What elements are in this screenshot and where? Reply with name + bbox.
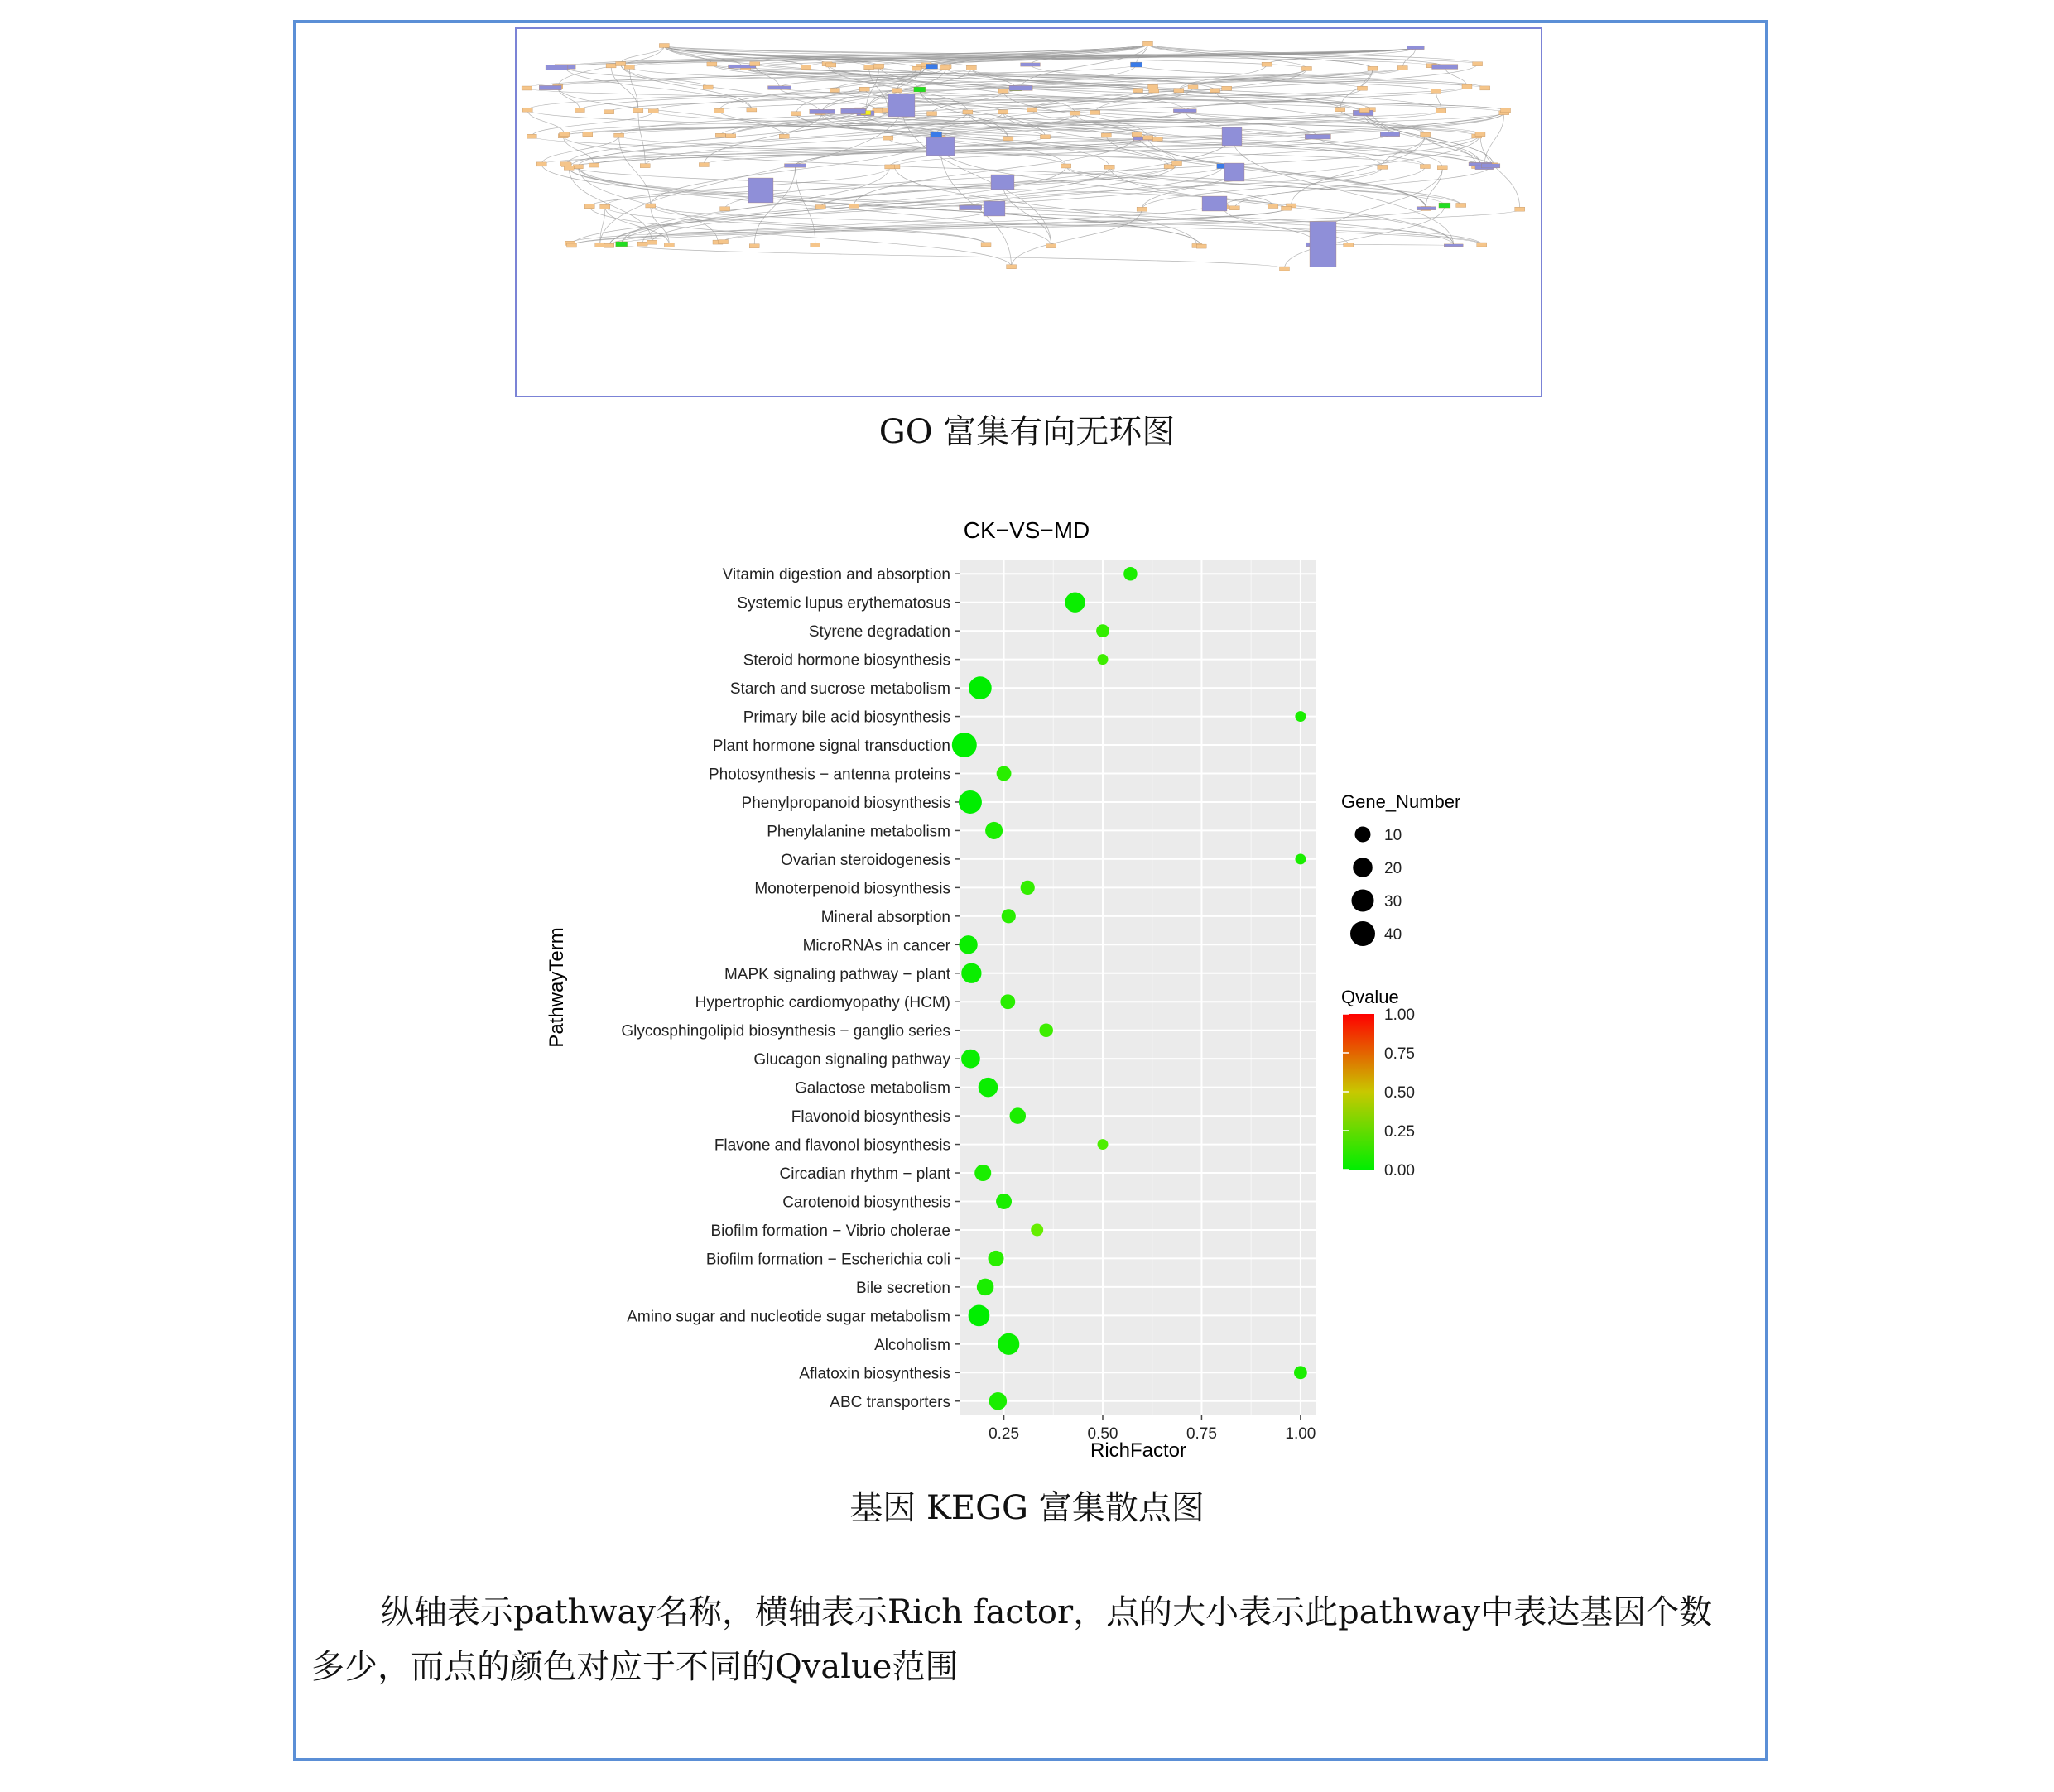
dag-node [1397,66,1407,70]
dag-node [584,204,594,209]
dag-node [1456,203,1466,207]
dag-node [1501,108,1511,113]
dag-edge [1142,134,1480,209]
dag-node [1143,136,1153,140]
dag-edge [611,65,638,110]
y-tick-label: Vitamin digestion and absorption [722,566,950,584]
dag-node [1172,161,1182,166]
dag-node [966,65,976,70]
dag-node [1090,110,1100,114]
data-point [974,1165,991,1181]
y-tick-label: Alcoholism [874,1336,950,1354]
dag-node [981,243,991,247]
dag-node [1149,89,1159,93]
dag-node [624,65,634,69]
dag-node [1222,86,1232,90]
dag-node [714,108,724,113]
y-tick-label: Glucagon signaling pathway [753,1051,950,1069]
dag-node [600,204,610,209]
dag-node [1417,207,1436,210]
data-point [989,1392,1007,1410]
dag-edge [569,168,652,243]
dag-node [749,244,759,248]
dag-node [1009,85,1032,90]
dag-node [564,166,574,170]
dag-node [647,240,657,244]
y-tick-label: MicroRNAs in cancer [802,937,950,955]
dag-edge [1480,134,1520,209]
dag-node [940,65,950,70]
dag-node [1070,111,1080,115]
dag-node [991,175,1014,190]
dag-node [1061,164,1071,168]
dag-node [1515,207,1525,211]
dag-node [560,132,570,137]
size-legend-dot [1355,827,1371,843]
dag-edge [1224,166,1491,207]
dag-node [1310,222,1336,267]
dag-edge [1390,110,1506,134]
dag-node [719,240,729,244]
dag-node [1003,137,1013,141]
dag-node [1133,89,1143,93]
data-point [998,1333,1019,1355]
dag-node [1130,62,1142,67]
dag-node [664,243,674,247]
dag-node [849,204,859,208]
dag-edge [895,166,1197,246]
dag-node [527,134,536,138]
dag-node [859,87,869,91]
dag-edge [1426,135,1480,165]
dag-node [1104,165,1114,169]
dag-node [707,62,717,66]
dag-node [633,108,643,113]
dag-node [536,162,546,166]
dag-node [1421,132,1431,137]
dag-node [604,110,614,114]
dag-node [912,66,921,70]
data-point [1098,1139,1109,1150]
y-tick-label: Ovarian steroidogenesis [781,851,950,869]
dag-node [1229,206,1239,210]
y-tick-label: ABC transporters [830,1393,950,1411]
go-dag-figure [515,27,1542,397]
data-point [1123,567,1138,581]
data-point [1010,1107,1027,1124]
y-tick-label: Mineral absorption [820,908,950,926]
y-tick-label: MAPK signaling pathway − plant [724,965,950,983]
dag-node [1477,243,1487,247]
data-point [1065,593,1085,613]
gene-number-legend [1341,791,1460,946]
dag-node [1344,243,1354,247]
y-tick-label: Systemic lupus erythematosus [737,594,950,613]
dag-node [1437,166,1447,170]
dag-node [715,133,725,137]
dag-node [1439,203,1450,208]
dag-node [637,242,647,246]
dag-node [1174,89,1184,93]
size-legend-label: 30 [1384,893,1402,910]
dag-node [1210,89,1220,93]
colorbar-label: 0.25 [1384,1123,1415,1141]
dag-node [1007,265,1017,269]
dag-node [539,85,561,89]
y-tick-label: Monoterpenoid biosynthesis [754,880,950,898]
dag-node [963,110,973,114]
y-tick-label: Circadian rhythm − plant [779,1165,950,1184]
dag-edge [589,166,1222,207]
dag-edge [1323,244,1454,245]
data-point [969,1304,990,1326]
dag-edge [1402,47,1416,68]
dag-node [1222,127,1242,146]
dag-node [1305,134,1330,139]
dag-node [573,165,583,169]
dag-node [575,108,584,113]
qvalue-legend [1341,987,1415,1179]
dag-edge [563,136,594,165]
dag-node [595,243,605,247]
dag-node [1202,196,1227,211]
dag-node [926,64,938,69]
dag-node [1279,267,1289,271]
dag-node [1173,109,1196,113]
dag-node [648,109,658,113]
dag-node [1152,137,1162,141]
dag-node [1431,89,1441,93]
chart-title: CK−VS−MD [963,517,1090,543]
data-point [969,676,992,699]
dag-node [1196,244,1206,248]
y-tick-label: Galactose metabolism [795,1079,950,1098]
dag-node [892,89,902,93]
dag-node [546,65,568,70]
y-tick-label: Biofilm formation − Vibrio cholerae [710,1222,950,1240]
dag-node [1268,204,1278,209]
data-point [1096,624,1109,637]
dag-node [1137,207,1147,211]
dag-node [791,112,801,116]
dag-node [1359,108,1369,113]
y-tick-label: Bile secretion [855,1279,950,1297]
dag-node [560,162,570,166]
y-tick-label: Flavonoid biosynthesis [791,1108,950,1127]
dag-node [960,205,982,210]
dag-node [616,62,626,66]
data-point [997,766,1012,781]
data-point [1295,853,1306,864]
y-tick-label: Flavone and flavonol biosynthesis [714,1136,950,1155]
data-point [989,1251,1004,1266]
data-point [1098,654,1109,665]
dag-edge [970,167,1383,208]
dag-node [914,87,926,92]
dag-node [616,242,628,247]
x-tick-label: 0.75 [1186,1425,1217,1443]
dag-node [646,204,656,208]
qvalue-legend-title: Qvalue [1341,987,1399,1007]
dag-node [699,163,709,167]
dag-node [1462,84,1472,89]
dag-edge [569,137,1147,168]
dag-node [1101,133,1111,137]
y-tick-label: Carotenoid biosynthesis [782,1194,950,1212]
dag-node [589,163,599,167]
y-tick-label: Plant hormone signal transduction [712,737,950,756]
dag-node [522,108,532,112]
dag-node [1436,108,1446,113]
dag-edge [1484,113,1504,168]
dag-node [614,133,624,137]
x-tick-label: 0.25 [989,1425,1020,1443]
dag-node [926,137,955,156]
dag-node [885,165,895,169]
size-legend-dot [1350,921,1375,946]
dag-node [1282,206,1292,210]
y-tick-label: Amino sugar and nucleotide sugar metabolism [627,1308,950,1326]
dag-edge [1426,167,1442,209]
data-point [985,822,1003,839]
dag-node [1046,244,1056,248]
dag-node [720,207,730,211]
data-point [977,1279,994,1296]
x-tick-label: 1.00 [1285,1425,1316,1443]
dag-node [888,94,915,117]
dag-node [1380,132,1400,136]
dag-edge [1234,166,1425,208]
dag-node [659,44,669,48]
dag-node [927,112,937,116]
dag-node [998,89,1008,93]
colorbar-label: 0.50 [1384,1084,1415,1102]
y-axis-title: PathwayTerm [546,927,568,1048]
dag-node [1148,84,1158,89]
dag-edge [622,244,1285,269]
dag-node [768,86,791,90]
dag-node [1481,164,1499,168]
go-dag-caption: GO 富集有向无环图 [878,413,1176,451]
x-axis-title: RichFactor [1090,1439,1187,1462]
dag-node [841,108,866,113]
y-tick-label: Hypertrophic cardiomyopathy (HCM) [695,994,950,1012]
data-point [1002,909,1016,923]
dag-edge [570,209,1286,243]
dag-node [811,243,820,247]
x-tick-label: 0.50 [1087,1425,1118,1443]
dag-node [779,134,789,138]
y-tick-label: Steroid hormone biosynthesis [743,651,950,670]
y-tick-label: Photosynthesis − antenna proteins [708,766,950,784]
dag-node [606,64,616,68]
dag-node [748,178,773,203]
y-axis-labels [621,566,960,1411]
dag-node [1132,132,1142,137]
data-point [1295,711,1306,722]
data-point [1021,881,1035,895]
dag-node [566,243,576,247]
dag-edge [605,207,670,245]
dag-node [984,201,1005,216]
dag-node [815,205,825,209]
dag-node [1040,135,1050,139]
dag-node [864,65,874,70]
dag-edge [527,110,564,135]
dag-node [1262,62,1272,66]
y-tick-label: Glycosphingolipid biosynthesis − ganglio series [621,1022,950,1040]
dag-node [883,136,893,140]
dag-edge [638,110,645,166]
data-point [996,1194,1012,1209]
size-legend-dot [1353,858,1373,877]
data-point [979,1078,998,1098]
dag-edges [527,44,1520,269]
dag-node [1027,108,1037,112]
go-dag-graph [517,29,1541,396]
y-tick-label: Aflatoxin biosynthesis [799,1365,950,1383]
dag-node [640,164,650,168]
dag-node [703,85,713,89]
dag-node [1378,165,1388,169]
dag-edge [1003,182,1051,246]
colorbar-label: 0.00 [1384,1162,1415,1179]
dag-node [1357,86,1367,90]
data-point [959,935,977,954]
dag-node [604,243,614,247]
kegg-scatter-chart [530,513,1523,1465]
dag-node [1407,46,1424,50]
size-legend-dot [1351,889,1373,911]
dag-node [1224,163,1244,181]
y-tick-label: Styrene degradation [808,623,950,641]
data-point [1031,1223,1043,1236]
size-legend-label: 20 [1384,860,1402,877]
dag-node [1335,108,1345,112]
dag-edge [1436,91,1441,111]
y-tick-label: Phenylalanine metabolism [767,823,950,841]
data-point [961,1050,980,1069]
dag-node [1475,132,1485,137]
data-point [1039,1023,1053,1037]
colorbar-label: 0.75 [1384,1045,1415,1063]
dag-node [1142,41,1152,46]
y-tick-label: Phenylpropanoid biosynthesis [741,794,950,812]
size-legend-label: 40 [1384,926,1402,944]
dag-node [1473,62,1483,66]
dag-node [522,86,532,90]
dag-node [1188,85,1198,89]
dag-node [1368,66,1378,70]
dag-node [726,134,736,138]
dag-node [1480,86,1490,90]
colorbar-label: 1.00 [1384,1006,1415,1024]
dag-node [801,65,811,70]
y-tick-label: Biofilm formation − Escherichia coli [705,1251,950,1269]
dag-edge [1232,137,1454,245]
dag-edge [527,89,1364,111]
data-point [1000,994,1015,1009]
size-legend-label: 10 [1384,827,1402,844]
dag-node [583,132,593,137]
dag-edge [565,67,752,110]
dag-node [810,109,835,113]
dag-node [747,108,757,112]
dag-node [785,164,806,168]
dag-node [931,132,942,137]
data-point [959,790,982,814]
dag-edge [558,87,580,110]
dag-node [750,62,760,66]
data-point [1294,1366,1307,1379]
data-point [952,733,977,757]
y-tick-label: Primary bile acid biosynthesis [743,709,950,727]
dag-node [1021,63,1041,66]
dag-node [1444,244,1463,247]
dag-node [874,64,884,68]
y-tick-label: Starch and sucrose metabolism [729,680,950,699]
figure-description: 纵轴表示pathway名称，横轴表示Rich factor，点的大小表示此pathway中表达基因个数多少，而点的颜色对应于不同的Qvalue范围 [311,1593,1713,1686]
dag-node [1420,165,1430,169]
gene-number-legend-title: Gene_Number [1341,791,1461,812]
dag-node [1432,65,1458,70]
dag-node [1301,66,1311,70]
kegg-scatter-caption: 基因 KEGG 富集散点图 [849,1489,1205,1527]
dag-node [830,88,839,92]
data-point [961,963,981,983]
dag-node [826,63,836,67]
dag-edge [622,209,1520,244]
dag-node [998,110,1008,114]
